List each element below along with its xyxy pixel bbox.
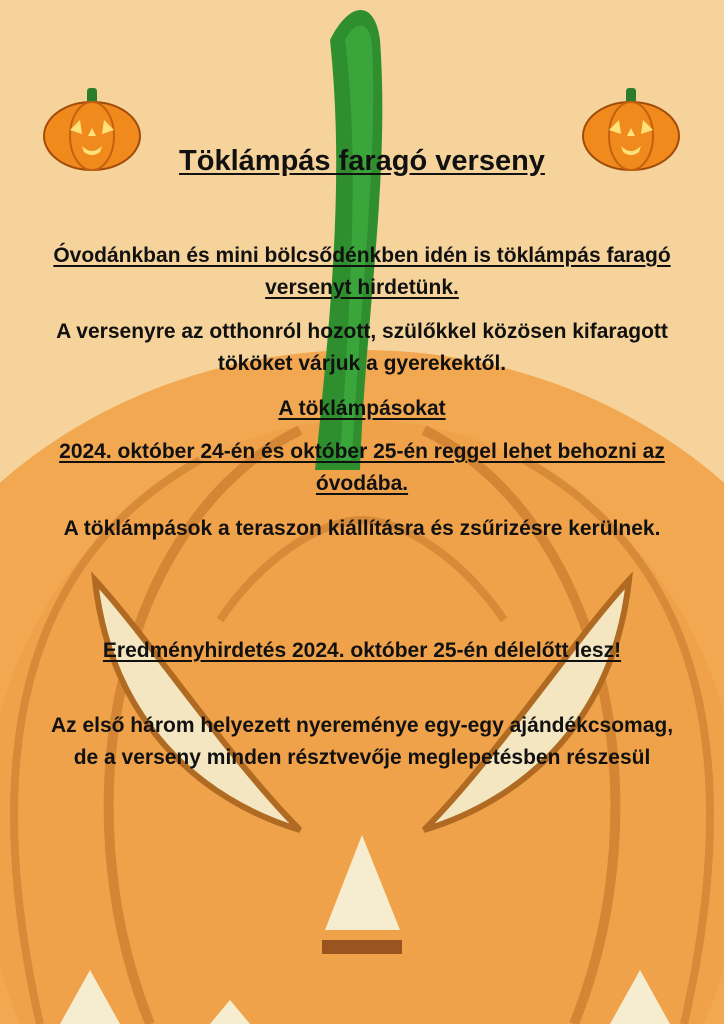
dates-paragraph: 2024. október 24-én és október 25-én reggel lehet behozni az óvodába. — [59, 440, 665, 495]
exhibition-paragraph: A töklámpások a teraszon kiállításra és zsűrizésre kerülnek. — [63, 517, 661, 540]
entry-paragraph: A versenyre az otthonról hozott, szülőkkel közösen kifaragott tököket várjuk a gyerekektől. — [56, 320, 668, 375]
page-title: Töklámpás faragó verseny — [179, 145, 545, 177]
intro-paragraph: Óvodánkban és mini bölcsődénkben idén is töklámpás faragó versenyt hirdetünk. — [53, 244, 671, 299]
results-announcement: Eredményhirdetés 2024. október 25-én délelőtt lesz! — [102, 639, 622, 662]
dates-heading: A töklámpásokat — [278, 397, 446, 420]
prizes-paragraph: Az első három helyezett nyereménye egy-egy ajándékcsomag, de a verseny minden résztvevője meglepetésben részesül — [50, 714, 674, 769]
